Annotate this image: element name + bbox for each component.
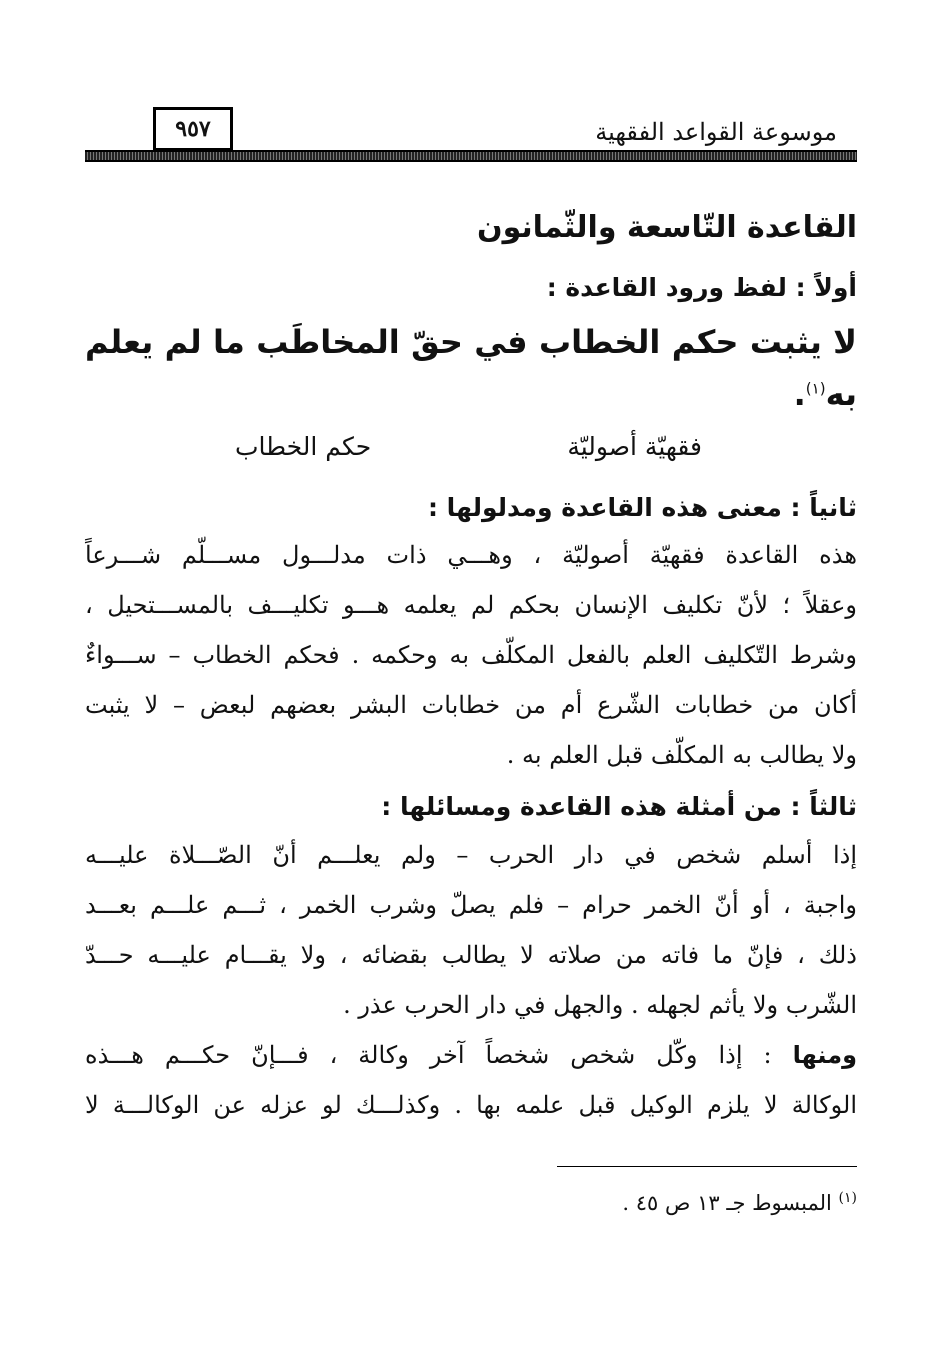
rule-title: القاعدة التّاسعة والثّمانون xyxy=(476,210,857,245)
header-divider xyxy=(85,150,857,162)
example-line-3: ذلك ، فإنّ ما فاته من صلاته لا يطالب بقضائه ، ولا يقـــام عليـــه حـــدّ xyxy=(85,941,857,969)
example-line-6: الوكالة لا يلزم الوكيل قبل علمه بها . وكذلـــك لو عزله عن الوكالـــة لا xyxy=(85,1091,857,1119)
footnote-ref: (١) xyxy=(805,379,826,398)
example-line-1: إذا أسلم شخص في دار الحرب – ولم يعلـــم أنّ الصّـــلاة عليـــه xyxy=(85,841,857,869)
meaning-line-1: هذه القاعدة فقهيّة أصوليّة ، وهـــي ذات مدلـــول مســـلّم شـــرعاً xyxy=(85,541,857,569)
page-number: ٩٥٧ xyxy=(153,107,233,151)
footnote xyxy=(622,1190,857,1215)
lead-word: ومنها xyxy=(792,1041,857,1069)
rule-statement-line-1: لا يثبت حكم الخطاب في حقّ المخاطَب ما لم يعلم xyxy=(85,323,857,361)
example-line-5-text: : إذا وكّل شخص شخصاً آخر وكالة ، فـــإنّ حكـــم هـــذه xyxy=(85,1041,793,1069)
book-title: موسوعة القواعد الفقهية xyxy=(595,118,837,146)
category-hukm-khitab: حكم الخطاب xyxy=(235,432,372,461)
meaning-line-2: وعقلاً ؛ لأنّ تكليف الإنسان بحكم لم يعلمه هـــو تكليـــف بالمســـتحيل ، xyxy=(85,591,857,619)
footnote-marker: (١) xyxy=(838,1190,857,1206)
footnote-divider xyxy=(557,1166,857,1167)
meaning-line-3: وشرط التّكليف العلم بالفعل المكلّف به وحكمه . فحكم الخطاب – ســـواءٌ xyxy=(85,641,857,669)
section-heading-third: ثالثاً : من أمثلة هذه القاعدة ومسائلها : xyxy=(381,792,857,821)
category-fiqh-usul: فقهيّة أصوليّة xyxy=(567,432,702,461)
rule-statement-period: . xyxy=(793,375,806,413)
meaning-line-5: ولا يطالب به المكلّف قبل العلم به . xyxy=(506,741,857,769)
example-line-4: الشّرب ولا يأثم لجهله . والجهل في دار الحرب عذر . xyxy=(343,991,857,1019)
example-line-5 xyxy=(85,1043,857,1067)
meaning-line-4: أكان من خطابات الشّرع أم من خطابات البشر بعضهم لبعض – لا يثبت xyxy=(85,691,857,719)
rule-statement-end: به xyxy=(825,375,857,413)
page-header xyxy=(85,102,857,162)
section-heading-first: أولاً : لفظ ورود القاعدة : xyxy=(546,273,857,302)
example-line-2: واجبة ، أو أنّ الخمر حرام – فلم يصلّ وشرب الخمر ، ثـــم علـــم بعـــد xyxy=(85,891,857,919)
footnote-text: المبسوط جـ ١٣ ص ٤٥ . xyxy=(622,1191,832,1215)
section-heading-second: ثانياً : معنى هذه القاعدة ومدلولها : xyxy=(427,493,857,522)
rule-statement-line-2 xyxy=(794,375,857,413)
